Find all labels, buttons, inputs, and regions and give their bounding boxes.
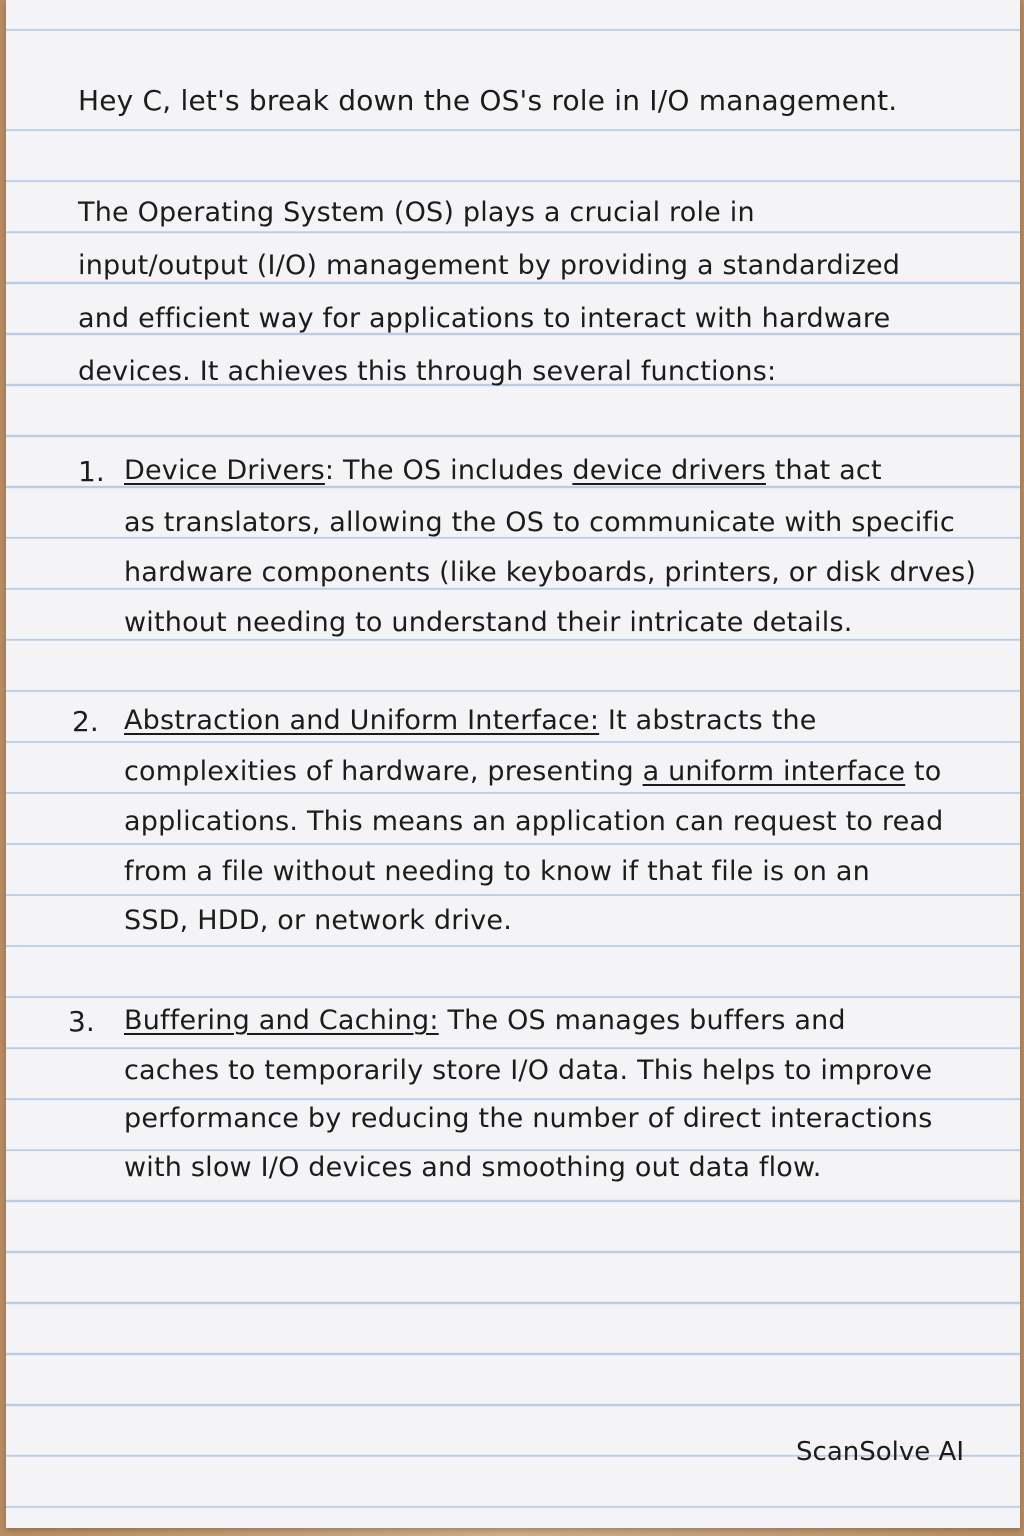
intro-line: The Operating System (OS) plays a crucial role in [78, 197, 755, 228]
intro-line: input/output (I/O) management by providing a standardized [78, 250, 901, 281]
item-first-line [124, 705, 817, 736]
item-title: Buffering and Caching: [124, 1005, 439, 1036]
item-line: applications. This means an application can request to read [124, 806, 944, 837]
item-title: Device Drivers [124, 455, 325, 486]
item-second-line [124, 756, 942, 787]
list-number: 2. [72, 705, 99, 738]
footer-brand: ScanSolve AI [796, 1437, 964, 1467]
item-first-line [124, 455, 882, 486]
intro-line: and efficient way for applications to interact with hardware [78, 303, 891, 334]
item-line: with slow I/O devices and smoothing out data flow. [124, 1152, 822, 1183]
item-title: Abstraction and Uniform Interface: [124, 705, 600, 736]
intro-line: devices. It achieves this through several functions: [78, 356, 777, 387]
item-line: caches to temporarily store I/O data. This helps to improve [124, 1055, 933, 1086]
lined-paper [6, 0, 1020, 1528]
item-text: The OS manages buffers and [438, 1005, 846, 1036]
item-text: complexities of hardware, presenting [124, 756, 643, 787]
item-title-suffix: : [324, 455, 335, 486]
list-number: 1. [78, 455, 105, 488]
item-line: hardware components (like keyboards, printers, or disk drves) [124, 557, 977, 588]
item-text: It abstracts the [599, 705, 817, 736]
item-line: performance by reducing the number of direct interactions [124, 1103, 933, 1134]
item-line: SSD, HDD, or network drive. [124, 905, 513, 936]
item-first-line [124, 1005, 846, 1036]
item-underlined-term: device drivers [572, 455, 766, 486]
greeting-line: Hey C, let's break down the OS's role in I/O management. [78, 84, 898, 117]
item-text: The OS includes [334, 455, 573, 486]
list-number: 3. [68, 1005, 95, 1038]
item-underlined-term: a uniform interface [642, 756, 906, 787]
item-line: without needing to understand their intricate details. [124, 607, 853, 638]
item-text: to [905, 756, 942, 787]
item-line: as translators, allowing the OS to communicate with specific [124, 507, 955, 538]
item-line: from a file without needing to know if that file is on an [124, 856, 870, 887]
item-text: that act [765, 455, 882, 486]
